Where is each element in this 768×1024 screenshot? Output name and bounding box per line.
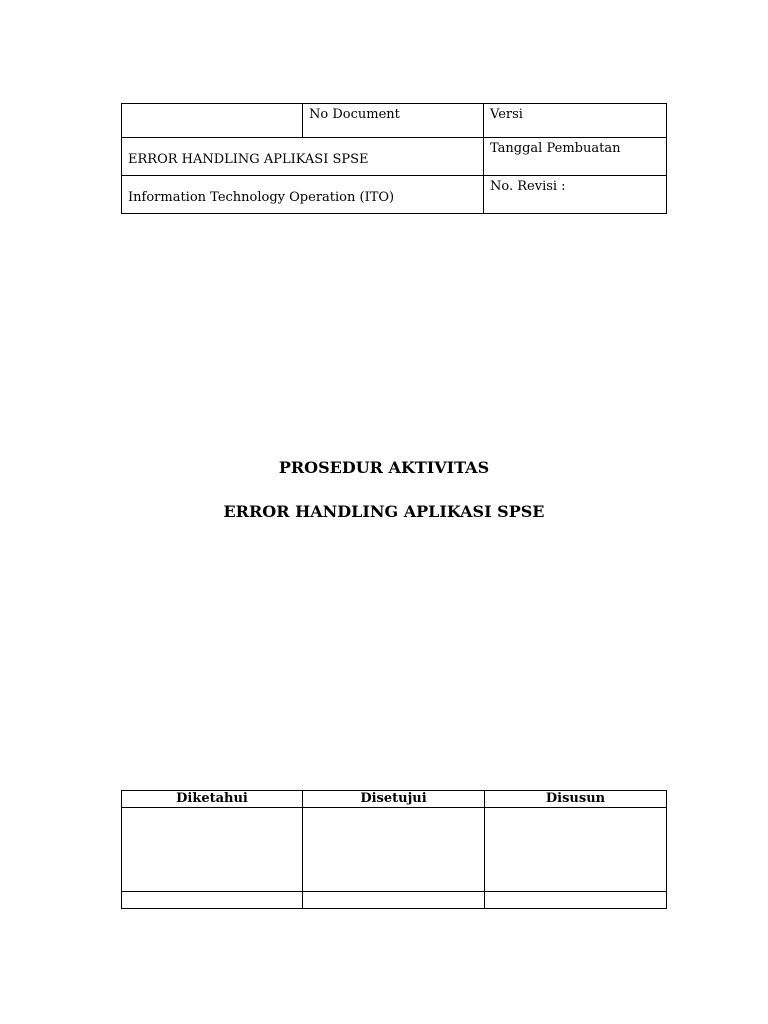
- page-title-line-2: ERROR HANDLING APLIKASI SPSE: [223, 502, 545, 521]
- prepared-by-header: Disusun: [485, 791, 667, 808]
- approved-by-header: Disetujui: [303, 791, 485, 808]
- created-date-label: Tanggal Pembuatan: [484, 138, 667, 176]
- prepared-by-name: [485, 892, 667, 909]
- department-cell: Information Technology Operation (ITO): [122, 176, 484, 214]
- signature-header-row: [122, 791, 667, 808]
- known-by-header: Diketahui: [122, 791, 303, 808]
- signature-space-row: [122, 808, 667, 892]
- known-by-signature: [122, 808, 303, 892]
- revision-label: No. Revisi :: [484, 176, 667, 214]
- approved-by-name: [303, 892, 485, 909]
- header-row-3: [122, 176, 667, 214]
- version-label: Versi: [484, 104, 667, 138]
- signature-table: [121, 790, 667, 909]
- approved-by-signature: [303, 808, 485, 892]
- document-header-table: [121, 103, 667, 214]
- page-title-line-1: PROSEDUR AKTIVITAS: [278, 458, 490, 477]
- header-row-2: [122, 138, 667, 176]
- known-by-name: [122, 892, 303, 909]
- prepared-by-signature: [485, 808, 667, 892]
- header-row-1: [122, 104, 667, 138]
- doc-no-label: No Document: [303, 104, 484, 138]
- empty-cell: [122, 104, 303, 138]
- signature-name-row: [122, 892, 667, 909]
- doc-title-cell: ERROR HANDLING APLIKASI SPSE: [122, 138, 484, 176]
